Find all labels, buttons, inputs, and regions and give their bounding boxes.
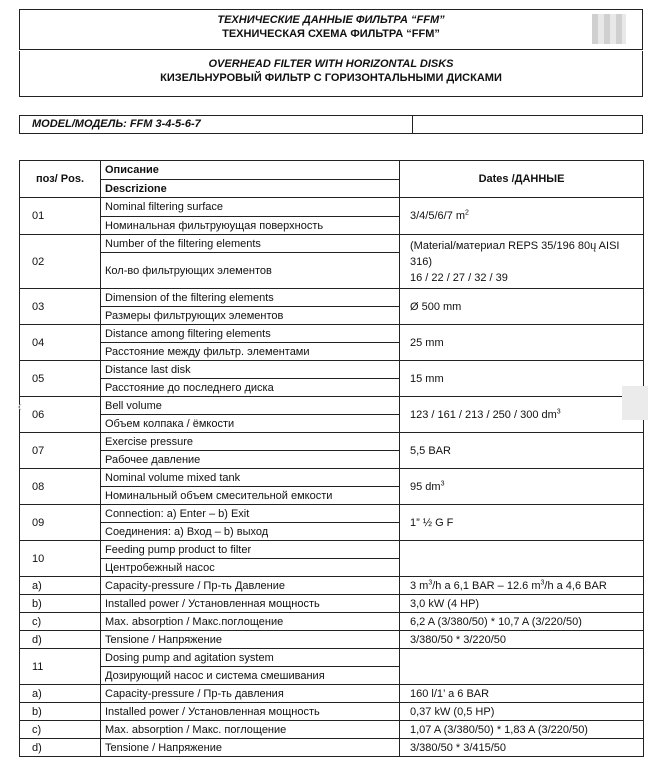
table-row: [20, 325, 644, 343]
table-row: [20, 433, 644, 451]
pos-cell: 03: [20, 289, 101, 325]
table-row: [20, 685, 644, 703]
table-row: [20, 631, 644, 649]
spec-table: [19, 160, 644, 757]
model-value-cell: [413, 116, 642, 133]
table-row: [20, 361, 644, 379]
value-cell: [400, 198, 644, 235]
desc-cell: Номинальная фильтруюущая поверхность: [101, 217, 400, 235]
value-text: 3/4/5/6/7 m: [410, 210, 466, 222]
desc-cell: Кол-во фильтрующих элементов: [101, 253, 400, 289]
value-cell: [400, 541, 644, 577]
table-row: [20, 703, 644, 721]
table-row: [20, 469, 644, 487]
value-sup: 3: [428, 578, 433, 586]
pos-cell: 08: [20, 469, 101, 505]
model-row: [19, 115, 643, 134]
value-cell: 3/380/50 * 3/220/50: [400, 631, 644, 649]
pos-cell: b): [20, 595, 101, 613]
table-row: [20, 541, 644, 559]
pos-cell: b): [20, 703, 101, 721]
desc-cell: Installed power / Установленная мощность: [101, 703, 400, 721]
table-row: [20, 577, 644, 595]
desc-cell: Tensione / Напряжение: [101, 631, 400, 649]
pos-cell: c): [20, 613, 101, 631]
desc-cell: Dimension of the filtering elements: [101, 289, 400, 307]
pos-cell: 04: [20, 325, 101, 361]
desc-cell: Nominal filtering surface: [101, 198, 400, 217]
table-row: [20, 505, 644, 523]
desc-cell: Номинальный объем смесительной емкости: [101, 487, 400, 505]
value-cell: [400, 469, 644, 505]
chevron-left-icon[interactable]: ‹: [17, 398, 23, 415]
desc-cell: Центробежный насос: [101, 559, 400, 577]
value-cell: 1” ½ G F: [400, 505, 644, 541]
col-header-data: Dates /ДАННЫЕ: [400, 161, 644, 198]
value-text: (Material/материал REPS 35/196 80ų AISI 316): [410, 239, 620, 268]
desc-cell: Расстояние между фильтр. элементами: [101, 343, 400, 361]
table-row: [20, 739, 644, 757]
desc-cell: Number of the filtering elements: [101, 235, 400, 253]
table-row: [20, 397, 644, 415]
value-text: /h a 6,1 BAR – 12.6 m: [432, 579, 541, 592]
pos-cell: c): [20, 721, 101, 739]
table-header-row: [20, 161, 644, 180]
value-cell: [400, 397, 644, 433]
col-header-desc-ru: Описание: [101, 161, 400, 180]
desc-cell: Connection: a) Enter – b) Exit: [101, 505, 400, 523]
value-sup: 2: [465, 209, 469, 217]
table-row: [20, 198, 644, 217]
pos-cell: 10: [20, 541, 101, 577]
table-row: [20, 595, 644, 613]
table-row: [20, 721, 644, 739]
doc-title-line2: ТЕХНИЧЕСКАЯ СХЕМА ФИЛЬТРА “FFM”: [222, 28, 440, 40]
value-cell: 15 mm: [400, 361, 644, 397]
col-header-desc-it: Descrizione: [101, 180, 400, 198]
value-cell: 3,0 kW (4 HP): [400, 595, 644, 613]
value-sup: 3: [440, 479, 445, 487]
table-row: [20, 289, 644, 307]
desc-cell: Nominal volume mixed tank: [101, 469, 400, 487]
value-text: 3 m: [410, 579, 429, 592]
pos-cell: 09: [20, 505, 101, 541]
desc-cell: Max. absorption / Макс. поглощение: [101, 721, 400, 739]
desc-cell: Capacity-pressure / Пр-ть давления: [101, 685, 400, 703]
value-cell: [400, 235, 644, 289]
pos-cell: 01: [20, 198, 101, 235]
doc-subtitle-line2: КИЗЕЛЬНУРОВЫЙ ФИЛЬТР С ГОРИЗОНТАЛЬНЫМИ ДИСКАМИ: [160, 72, 502, 84]
desc-cell: Bell volume: [101, 397, 400, 415]
desc-cell: Distance among filtering elements: [101, 325, 400, 343]
chevron-right-icon[interactable]: [622, 386, 648, 420]
desc-cell: Capacity-pressure / Пр-ть Давление: [101, 577, 400, 595]
desc-cell: Размеры фильтрующих элементов: [101, 307, 400, 325]
pos-cell: 02: [20, 235, 101, 289]
desc-cell: Tensione / Напряжение: [101, 739, 400, 757]
col-header-pos: поз/ Pos.: [20, 161, 101, 198]
value-text: 123 / 161 / 213 / 250 / 300 dm: [410, 408, 557, 421]
value-cell: Ø 500 mm: [400, 289, 644, 325]
pos-cell: a): [20, 685, 101, 703]
value-sup: 3: [540, 578, 545, 586]
doc-title-line1: ТЕХНИЧЕСКИЕ ДАННЫЕ ФИЛЬТРА “FFM”: [217, 14, 445, 26]
model-label: MODEL/МОДЕЛЬ: FFM 3-4-5-6-7: [20, 116, 413, 133]
desc-cell: Feeding pump product to filter: [101, 541, 400, 559]
pos-cell: 05: [20, 361, 101, 397]
desc-cell: Объем колпака / ёмкости: [101, 415, 400, 433]
table-row: [20, 235, 644, 253]
value-cell: 5,5 BAR: [400, 433, 644, 469]
pos-cell: 11: [20, 649, 101, 685]
value-cell: 3/380/50 * 3/415/50: [400, 739, 644, 757]
pos-cell: d): [20, 739, 101, 757]
desc-cell: Distance last disk: [101, 361, 400, 379]
value-sup: 3: [556, 407, 561, 415]
desc-cell: Соединения: a) Вход – b) выход: [101, 523, 400, 541]
table-row: [20, 649, 644, 667]
pos-cell: 07: [20, 433, 101, 469]
doc-subtitle-line1: OVERHEAD FILTER WITH HORIZONTAL DISKS: [208, 58, 454, 70]
value-cell: 25 mm: [400, 325, 644, 361]
title-block: [19, 9, 643, 50]
value-cell: 1,07 A (3/380/50) * 1,83 A (3/220/50): [400, 721, 644, 739]
desc-cell: Рабочее давление: [101, 451, 400, 469]
desc-cell: Дозирующий насос и система смешивания: [101, 667, 400, 685]
value-cell: 6,2 A (3/380/50) * 10,7 A (3/220/50): [400, 613, 644, 631]
desc-cell: Exercise pressure: [101, 433, 400, 451]
desc-cell: Dosing pump and agitation system: [101, 649, 400, 667]
subtitle-block: [19, 51, 643, 97]
desc-cell: Installed power / Установленная мощность: [101, 595, 400, 613]
desc-cell: Расстояние до последнего диска: [101, 379, 400, 397]
blurred-logo-icon: [592, 14, 626, 44]
value-text: 16 / 22 / 27 / 32 / 39: [410, 271, 508, 284]
value-cell: 0,37 kW (0,5 HP): [400, 703, 644, 721]
desc-cell: Max. absorption / Макс.поглощение: [101, 613, 400, 631]
value-text: 95 dm: [410, 480, 441, 493]
value-text: /h a 4,6 BAR: [544, 579, 607, 592]
table-row: [20, 613, 644, 631]
value-cell: 160 l/1’ a 6 BAR: [400, 685, 644, 703]
pos-cell: 06: [20, 397, 101, 433]
value-cell: [400, 649, 644, 685]
pos-cell: a): [20, 577, 101, 595]
value-cell: [400, 577, 644, 595]
pos-cell: d): [20, 631, 101, 649]
